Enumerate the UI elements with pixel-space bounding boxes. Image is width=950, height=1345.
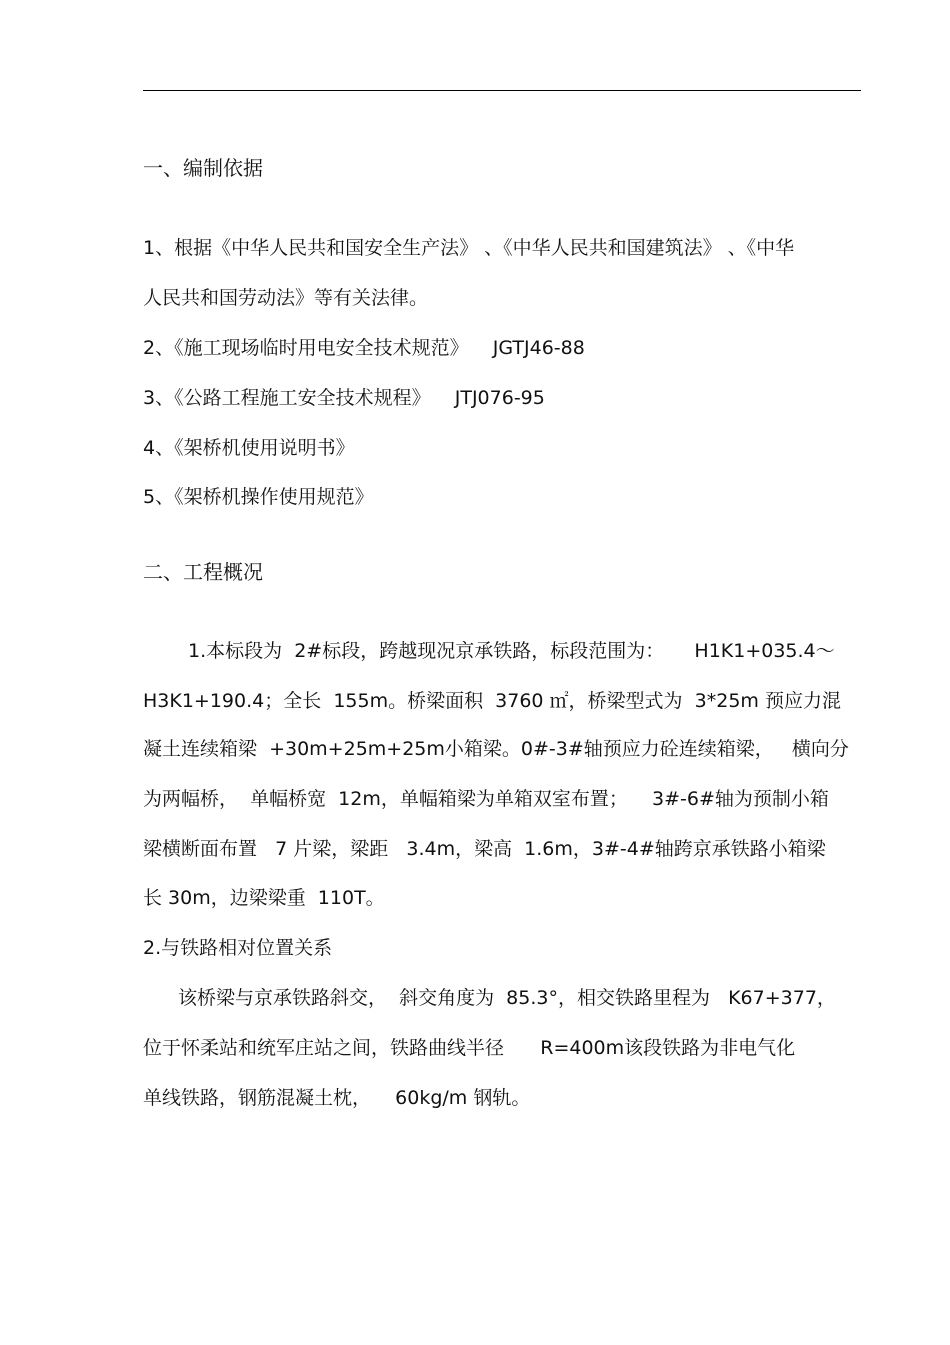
overview-p1-line-2-text: H3K1+190.4；全长 155m。桥梁面积 3760 ㎡，桥梁型式为 3*25m 预应力混 — [143, 690, 841, 712]
basis-item-1-line-2: 人民共和国劳动法》等有关法律。 — [143, 287, 429, 309]
basis-item-3 — [143, 386, 861, 410]
basis-item-2-text: 2、《施工现场临时用电安全技术规范》 JGTJ46-88 — [143, 337, 585, 359]
section1-heading: 一、编制依据 — [143, 156, 263, 180]
overview-p1-line-1 — [188, 639, 906, 663]
overview-p2-line-2-text: 位于怀柔站和统军庄站之间，铁路曲线半径 R=400m该段铁路为非电气化 — [143, 1037, 796, 1059]
overview-p1-line-6 — [143, 886, 861, 910]
basis-item-4: 4、《架桥机使用说明书》 — [143, 437, 355, 459]
basis-item-5: 5、《架桥机操作使用规范》 — [143, 486, 374, 508]
overview-p1-line-4 — [143, 787, 861, 811]
overview-p1-line-5-text: 梁横断面布置 7 片梁，梁距 3.4m，梁高 1.6m，3#-4#轴跨京承铁路小箱梁 — [143, 838, 826, 860]
overview-p1-line-2 — [143, 689, 861, 713]
overview-p2-line-1-text: 该桥梁与京承铁路斜交， 斜交角度为 85.3°，相交铁路里程为 K67+377， — [178, 987, 836, 1009]
overview-p1-line-1-text: 1.本标段为 2#标段，跨越现况京承铁路，标段范围为： H1K1+035.4～ — [188, 640, 835, 662]
overview-p2-line-3-text: 单线铁路，钢筋混凝土枕， 60kg/m 钢轨。 — [143, 1087, 531, 1109]
railway-relation-heading: 2.与铁路相对位置关系 — [143, 937, 333, 959]
overview-p1-line-3 — [143, 737, 861, 761]
overview-p1-line-4-text: 为两幅桥， 单幅桥宽 12m，单幅箱梁为单箱双室布置； 3#-6#轴为预制小箱 — [143, 788, 829, 810]
overview-p1-line-3-text: 凝土连续箱梁 +30m+25m+25m小箱梁。0#-3#轴预应力砼连续箱梁， 横向分 — [143, 738, 849, 760]
basis-item-3-text: 3、《公路工程施工安全技术规程》 JTJ076-95 — [143, 387, 545, 409]
overview-p1-line-6-text: 长 30m，边梁梁重 110T。 — [143, 887, 385, 909]
overview-p2-line-3 — [143, 1086, 861, 1110]
overview-p2-line-1 — [178, 986, 896, 1010]
section2-heading: 二、工程概况 — [143, 560, 263, 584]
overview-p1-line-5 — [143, 837, 861, 861]
header-rule — [143, 90, 861, 91]
basis-item-1-line-1: 1、根据《中华人民共和国安全生产法》 、《中华人民共和国建筑法》 、《中华 — [143, 237, 795, 259]
overview-p2-line-2 — [143, 1036, 861, 1060]
basis-item-2 — [143, 336, 861, 360]
